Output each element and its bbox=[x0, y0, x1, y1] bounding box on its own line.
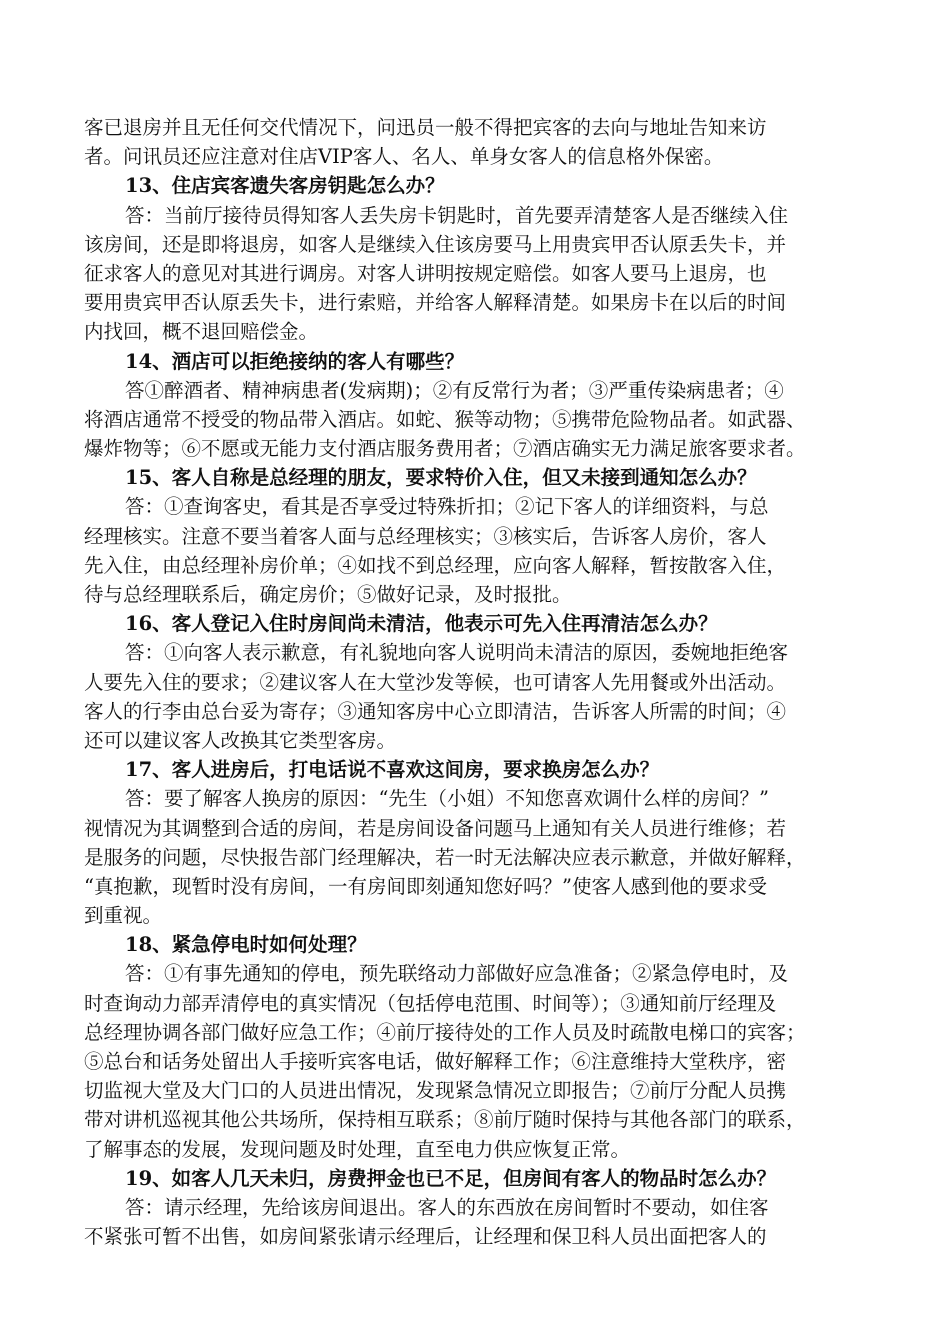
question-heading-15: 15、客人自称是总经理的朋友，要求特价入住，但又未接到通知怎么办？ bbox=[125, 466, 757, 490]
answer-line: ⑤总台和话务处留出人手接听宾客电话，做好解释工作；⑥注意维持大堂秩序，密 bbox=[84, 1050, 787, 1073]
body-text-line: 者。问讯员还应注意对住店VIP客人、名人、单身女客人的信息格外保密。 bbox=[84, 145, 724, 169]
question-heading-16: 16、客人登记入住时房间尚未清洁，他表示可先入住再清洁怎么办？ bbox=[125, 612, 718, 636]
answer-line: 视情况为其调整到合适的房间，若是房间设备问题马上通知有关人员进行维修；若 bbox=[84, 816, 787, 840]
answer-line: “真抱歉，现暂时没有房间，一有房间即刻通知您好吗？”使客人感到他的要求受 bbox=[84, 874, 767, 898]
answer-line: 客人的行李由总台妥为寄存；③通知客房中心立即清洁，告诉客人所需的时间；④ bbox=[84, 699, 787, 723]
answer-line: 答：①查询客史，看其是否享受过特殊折扣；②记下客人的详细资料，与总 bbox=[125, 495, 769, 519]
answer-line: 答：①有事先通知的停电，预先联络动力部做好应急准备；②紧急停电时，及 bbox=[125, 962, 789, 986]
answer-line: 切监视大堂及大门口的人员进出情况，发现紧急情况立即报告；⑦前厅分配人员携 bbox=[84, 1079, 787, 1103]
question-heading-19: 19、如客人几天未归，房费押金也已不足，但房间有客人的物品时怎么办？ bbox=[125, 1166, 777, 1190]
answer-line: 人要先入住的要求；②建议客人在大堂沙发等候，也可请客人先用餐或外出活动。 bbox=[84, 670, 787, 694]
answer-line: 先入住，由总经理补房价单；④如找不到总经理，应向客人解释，暂按散客入住， bbox=[84, 553, 787, 577]
question-heading-17: 17、客人进房后，打电话说不喜欢这间房，要求换房怎么办？ bbox=[125, 758, 660, 782]
answer-line: 还可以建议客人改换其它类型客房。 bbox=[84, 728, 397, 752]
document-body bbox=[84, 113, 884, 1251]
answer-line: 答：①向客人表示歉意，有礼貌地向客人说明尚未清洁的原因，委婉地拒绝客 bbox=[125, 641, 789, 665]
question-heading-13: 13、住店宾客遗失客房钥匙怎么办？ bbox=[125, 174, 445, 198]
answer-line: 到重视。 bbox=[84, 904, 163, 928]
answer-line: 答：请示经理，先给该房间退出。客人的东西放在房间暂时不要动，如住客 bbox=[125, 1195, 769, 1219]
answer-line: 征求客人的意见对其进行调房。对客人讲明按规定赔偿。如客人要马上退房，也 bbox=[84, 261, 767, 285]
answer-line: 爆炸物等；⑥不愿或无能力支付酒店服务费用者；⑦酒店确实无力满足旅客要求者。 bbox=[84, 437, 806, 461]
answer-line: 了解事态的发展，发现问题及时处理，直至电力供应恢复正常。 bbox=[84, 1137, 631, 1161]
answer-line: 是服务的问题，尽快报告部门经理解决，若一时无法解决应表示歉意，并做好解释， bbox=[84, 845, 806, 869]
answer-line: 总经理协调各部门做好应急工作；④前厅接待处的工作人员及时疏散电梯口的宾客； bbox=[84, 1020, 806, 1044]
answer-line: 答：当前厅接待员得知客人丢失房卡钥匙时，首先要弄清楚客人是否继续入住 bbox=[125, 203, 789, 227]
question-heading-18: 18、紧急停电时如何处理？ bbox=[125, 933, 367, 957]
body-text-line: 客已退房并且无任何交代情况下，问迅员一般不得把宾客的去向与地址告知来访 bbox=[84, 116, 767, 139]
answer-line: 时查询动力部弄清停电的真实情况（包括停电范围、时间等）；③通知前厅经理及 bbox=[84, 991, 777, 1015]
answer-line: 要用贵宾甲否认原丢失卡，进行索赔，并给客人解释清楚。如果房卡在以后的时间 bbox=[84, 291, 787, 315]
answer-line: 带对讲机巡视其他公共场所，保持相互联系；⑧前厅随时保持与其他各部门的联系， bbox=[84, 1108, 806, 1132]
answer-line: 经理核实。注意不要当着客人面与总经理核实；③核实后，告诉客人房价，客人 bbox=[84, 524, 767, 548]
question-heading-14: 14、酒店可以拒绝接纳的客人有哪些？ bbox=[125, 349, 465, 373]
answer-line: 将酒店通常不授受的物品带入酒店。如蛇、猴等动物；⑤携带危险物品者。如武器、 bbox=[84, 407, 806, 431]
answer-line: 不紧张可暂不出售，如房间紧张请示经理后，让经理和保卫科人员出面把客人的 bbox=[84, 1225, 767, 1249]
answer-line: 内找回，概不退回赔偿金。 bbox=[84, 320, 319, 344]
answer-line: 待与总经理联系后，确定房价；⑤做好记录，及时报批。 bbox=[84, 583, 572, 606]
answer-line: 该房间，还是即将退房，如客人是继续入住该房要马上用贵宾甲否认原丢失卡，并 bbox=[84, 232, 787, 256]
answer-line: 答①醉酒者、精神病患者(发病期)；②有反常行为者；③严重传染病患者；④ bbox=[125, 378, 784, 402]
answer-line: 答：要了解客人换房的原因：“先生（小姐）不知您喜欢调什么样的房间？” bbox=[125, 787, 769, 811]
